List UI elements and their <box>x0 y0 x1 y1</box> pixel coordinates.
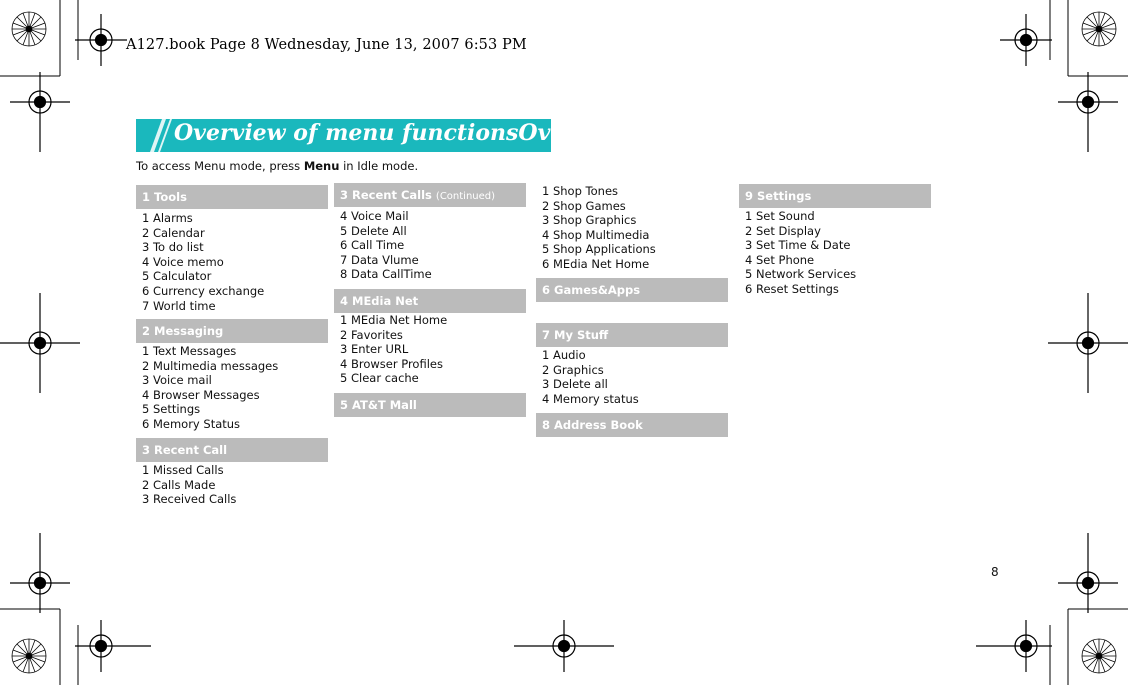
list-item: 3 Enter URL <box>340 342 409 357</box>
continued-label: (Continued) <box>435 191 496 202</box>
list-item: 8 Data CallTime <box>340 267 432 282</box>
section-header-settings: 9 Settings <box>739 184 931 208</box>
list-item: 2 Set Display <box>745 223 821 238</box>
list-item: 6 Call Time <box>340 238 405 253</box>
list-item: 6 Memory Status <box>142 416 241 431</box>
banner-title: Overview of menu functionsOverview of menu functions <box>174 120 863 146</box>
page-number: 8 <box>991 565 999 579</box>
list-item: 1 Set Sound <box>745 209 815 223</box>
section-header-address-book: 8 Address Book <box>536 413 728 437</box>
section-header-media-net: 4 MEdia Net <box>334 289 526 313</box>
section-header-recent-call: 3 Recent Call <box>136 438 328 462</box>
list-item: 1 Missed Calls <box>142 463 224 477</box>
list-item: 6 MEdia Net Home <box>542 256 650 271</box>
list-settings <box>745 209 856 297</box>
list-media-net <box>340 313 447 386</box>
list-item: 3 Shop Graphics <box>542 213 637 228</box>
section-banner <box>136 119 863 152</box>
intro-text-before: To access Menu mode, press <box>136 159 304 173</box>
list-my-stuff <box>542 348 639 406</box>
list-tools <box>142 211 264 313</box>
list-recent-calls-continued <box>340 209 432 282</box>
list-item: 1 Shop Tones <box>542 184 619 198</box>
list-messaging <box>142 344 278 432</box>
list-item: 5 Network Services <box>745 267 857 282</box>
intro-text <box>136 159 418 173</box>
list-item: 3 To do list <box>142 240 204 255</box>
list-item: 5 Settings <box>142 402 201 417</box>
list-item: 5 Clear cache <box>340 371 419 386</box>
list-recent-call <box>142 463 236 507</box>
section-header-messaging: 2 Messaging <box>136 319 328 343</box>
list-item: 2 Calls Made <box>142 477 216 492</box>
list-item: 2 Calendar <box>142 225 205 240</box>
list-item: 5 Calculator <box>142 269 212 284</box>
section-header-recent-calls-continued <box>334 183 526 207</box>
list-item: 3 Set Time & Date <box>745 238 851 253</box>
list-item: 3 Delete all <box>542 377 608 392</box>
list-item: 4 Set Phone <box>745 252 815 267</box>
list-item: 1 Audio <box>542 348 586 362</box>
intro-text-after: in Idle mode. <box>339 159 419 173</box>
list-item: 2 Shop Games <box>542 198 626 213</box>
section-header-att-mall: 5 AT&T Mall <box>334 393 526 417</box>
section-header-tools: 1 Tools <box>136 185 328 209</box>
print-header-stamp: A127.book Page 8 Wednesday, June 13, 2007 6:53 PM <box>126 37 527 53</box>
list-item: 6 Currency exchange <box>142 283 265 298</box>
list-item: 6 Reset Settings <box>745 281 839 296</box>
list-item: 5 Shop Applications <box>542 242 656 257</box>
list-item: 4 Browser Profiles <box>340 356 443 371</box>
list-item: 4 Browser Messages <box>142 387 260 402</box>
list-item: 3 Voice mail <box>142 373 212 388</box>
recent-calls-title: 3 Recent Calls <box>340 188 432 202</box>
section-header-games-apps: 6 Games&Apps <box>536 278 728 302</box>
list-item: 2 Favorites <box>340 327 403 342</box>
list-item: 7 Data Vlume <box>340 252 419 267</box>
list-item: 1 Text Messages <box>142 344 237 358</box>
list-item: 2 Graphics <box>542 362 604 377</box>
list-item: 4 Voice memo <box>142 254 224 269</box>
list-item: 1 MEdia Net Home <box>340 313 448 327</box>
list-item: 5 Delete All <box>340 223 407 238</box>
list-shop <box>542 184 656 272</box>
list-item: 7 World time <box>142 298 216 313</box>
menu-key: Menu <box>303 159 340 173</box>
list-item: 4 Shop Multimedia <box>542 227 650 242</box>
list-item: 2 Multimedia messages <box>142 358 279 373</box>
list-item: 1 Alarms <box>142 211 193 225</box>
list-item: 3 Received Calls <box>142 492 237 507</box>
list-item: 4 Memory status <box>542 391 639 406</box>
section-header-my-stuff: 7 My Stuff <box>536 323 728 347</box>
list-item: 4 Voice Mail <box>340 209 409 223</box>
